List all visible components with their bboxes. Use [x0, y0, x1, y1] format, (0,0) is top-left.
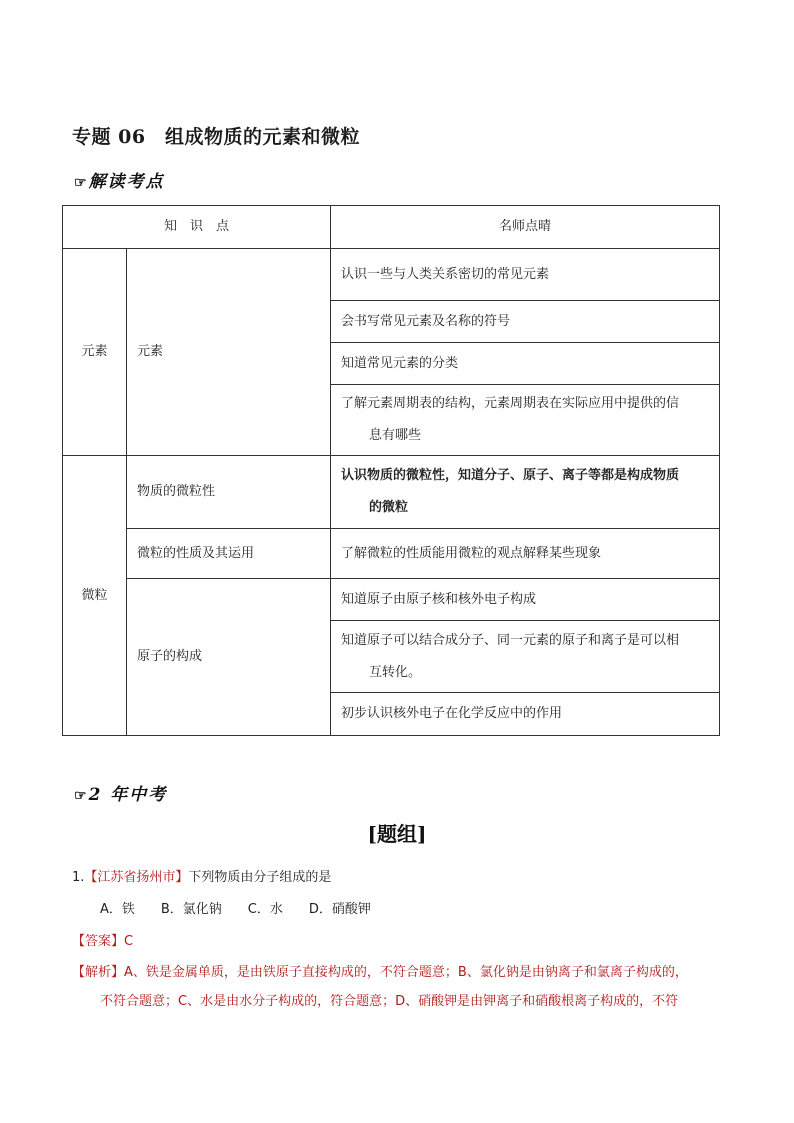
question-number: 1.: [72, 870, 85, 885]
analysis-line: A、铁是金属单质，是由铁原子直接构成的，不符合题意；B、氯化钠是由钠离子和氯离子构成的，: [124, 965, 688, 980]
tip-line: 互转化。: [369, 664, 422, 680]
answer-label: 【答案】: [72, 934, 125, 949]
table-row: [63, 456, 720, 529]
answer-value: C: [124, 934, 134, 949]
topic-cell: 物质的微粒性: [127, 456, 331, 529]
tip-line: 了解元素周期表的结构，元素周期表在实际应用中提供的信: [341, 396, 680, 411]
tip-cell: 知道常见元素的分类: [331, 343, 720, 385]
tip-cell: 会书写常见元素及名称的符号: [331, 301, 720, 343]
analysis-line: 不符合题意；C、水是由水分子构成的，符合题意；D、硝酸钾是由钾离子和硝酸根离子构成的，不符: [100, 994, 679, 1009]
question-group-title: [题组]: [367, 822, 427, 846]
tip-line: 的微粒: [369, 500, 409, 515]
table-row: [63, 579, 720, 621]
tip-cell: [331, 621, 720, 693]
topic-cell: 元素: [127, 249, 331, 456]
tip-cell: 认识一些与人类关系密切的常见元素: [331, 249, 720, 301]
table-row: [63, 529, 720, 579]
tip-cell: 初步认识核外电子在化学反应中的作用: [331, 693, 720, 736]
header-knowledge: 知 识 点: [63, 206, 331, 249]
page-title: 专题 06 组成物质的元素和微粒: [72, 126, 361, 148]
tip-cell: [331, 385, 720, 456]
question-stem: [72, 866, 331, 885]
topic-cell: 原子的构成: [127, 579, 331, 736]
question-options: A．铁 B．氯化钠 C．水 D．硝酸钾: [100, 902, 371, 917]
section-heading-exams: [74, 780, 167, 805]
analysis-block: [72, 958, 722, 1016]
section-heading-key-points: [74, 167, 165, 192]
pointing-hand-icon: ☞: [74, 788, 87, 804]
tip-line: 息有哪些: [369, 428, 422, 443]
tip-line: 知道原子可以结合成分子、同一元素的原子和离子是可以相: [341, 632, 680, 648]
pointing-hand-icon: ☞: [74, 175, 87, 191]
header-tips: 名师点晴: [331, 206, 720, 249]
table-row: [63, 249, 720, 301]
tip-cell: 知道原子由原子核和核外电子构成: [331, 579, 720, 621]
question-text: 下列物质由分子组成的是: [188, 870, 332, 885]
topic-cell: 微粒的性质及其运用: [127, 529, 331, 579]
section-heading-label: 2 年中考: [88, 785, 168, 805]
knowledge-table: [62, 205, 720, 736]
category-cell: 元素: [63, 249, 127, 456]
tip-cell: 了解微粒的性质能用微粒的观点解释某些现象: [331, 529, 720, 579]
table-header-row: [63, 206, 720, 249]
category-cell: 微粒: [63, 456, 127, 736]
section-heading-label: 解读考点: [88, 172, 165, 192]
answer-line: [72, 930, 133, 949]
tip-line: 认识物质的微粒性，知道分子、原子、离子等都是构成物质: [341, 468, 680, 483]
analysis-label: 【解析】: [72, 965, 125, 980]
question-source: 【江苏省扬州市】: [84, 870, 189, 885]
tip-cell: [331, 456, 720, 529]
